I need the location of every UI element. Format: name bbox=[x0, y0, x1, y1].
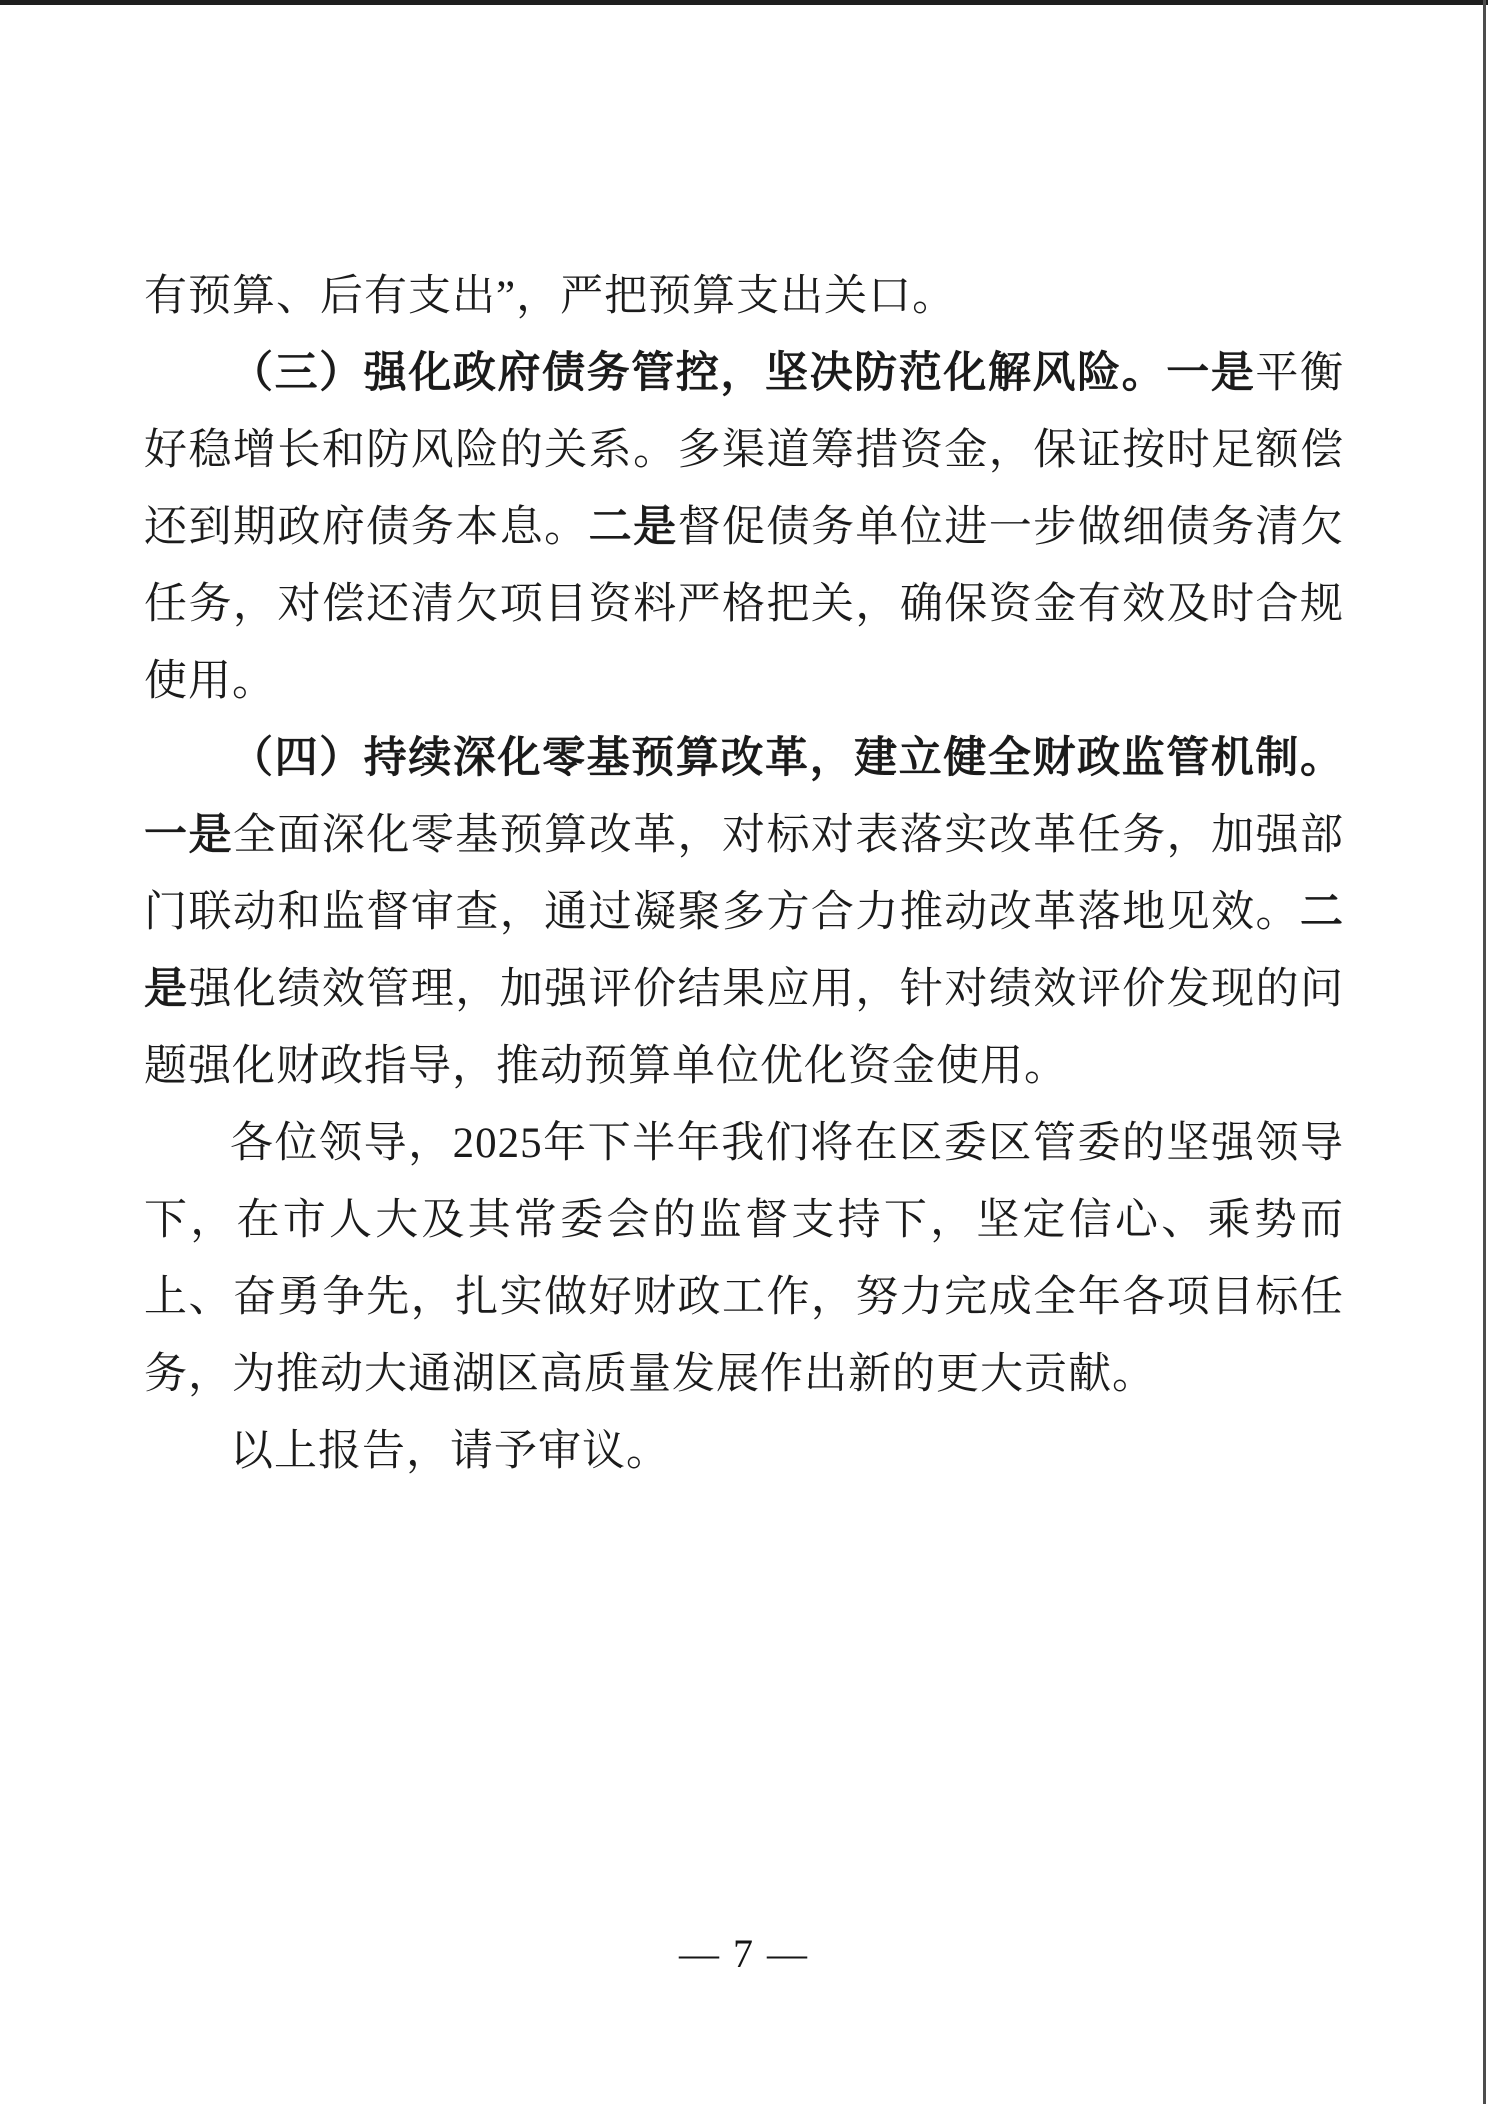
text-run: 以上报告，请予审议。 bbox=[230, 1428, 670, 1475]
text-run-bold: （四）持续深化零基预算改革，建立健全财政监管机制。 bbox=[230, 735, 1344, 782]
paragraph bbox=[144, 1413, 1344, 1490]
text-run-bold: 二是 bbox=[144, 889, 1344, 1013]
text-run-bold: 一是 bbox=[1166, 350, 1256, 397]
text-run-bold: 二是 bbox=[588, 504, 678, 551]
text-run-bold: （三）强化政府债务管控，坚决防范化解风险。 bbox=[230, 350, 1167, 397]
document-body bbox=[144, 258, 1344, 1490]
paragraph bbox=[144, 720, 1344, 1105]
paragraph bbox=[144, 335, 1344, 720]
text-run: 全面深化零基预算改革，对标对表落实改革任务，加强部门联动和监督审查，通过凝聚多方合力推动改革落地见效。 bbox=[144, 812, 1345, 936]
paragraph bbox=[144, 258, 1344, 335]
text-run: 督促债务单位进一步做细债务清欠任务，对偿还清欠项目资料严格把关，确保资金有效及时合规使用。 bbox=[144, 504, 1345, 705]
text-run-bold: 一是 bbox=[144, 812, 233, 859]
text-run: 有预算、后有支出”，严把预算支出关口。 bbox=[144, 273, 957, 320]
paragraph bbox=[144, 1105, 1344, 1413]
text-run: 各位领导，2025年下半年我们将在区委区管委的坚强领导下，在市人大及其常委会的监督支持下，坚定信心、乘势而上、奋勇争先，扎实做好财政工作，努力完成全年各项目标任务，为推动大通湖区高质量发展作出新的更大贡献。 bbox=[144, 1120, 1344, 1398]
scan-edge-right bbox=[1483, 0, 1486, 2104]
text-run: 平衡好稳增长和防风险的关系。多渠道筹措资金，保证按时足额偿还到期政府债务本息。 bbox=[144, 350, 1345, 551]
text-run: 强化绩效管理，加强评价结果应用，针对绩效评价发现的问题强化财政指导，推动预算单位优化资金使用。 bbox=[144, 966, 1345, 1090]
scan-edge-top bbox=[0, 0, 1488, 5]
page-number: — 7 — bbox=[679, 1931, 809, 1976]
